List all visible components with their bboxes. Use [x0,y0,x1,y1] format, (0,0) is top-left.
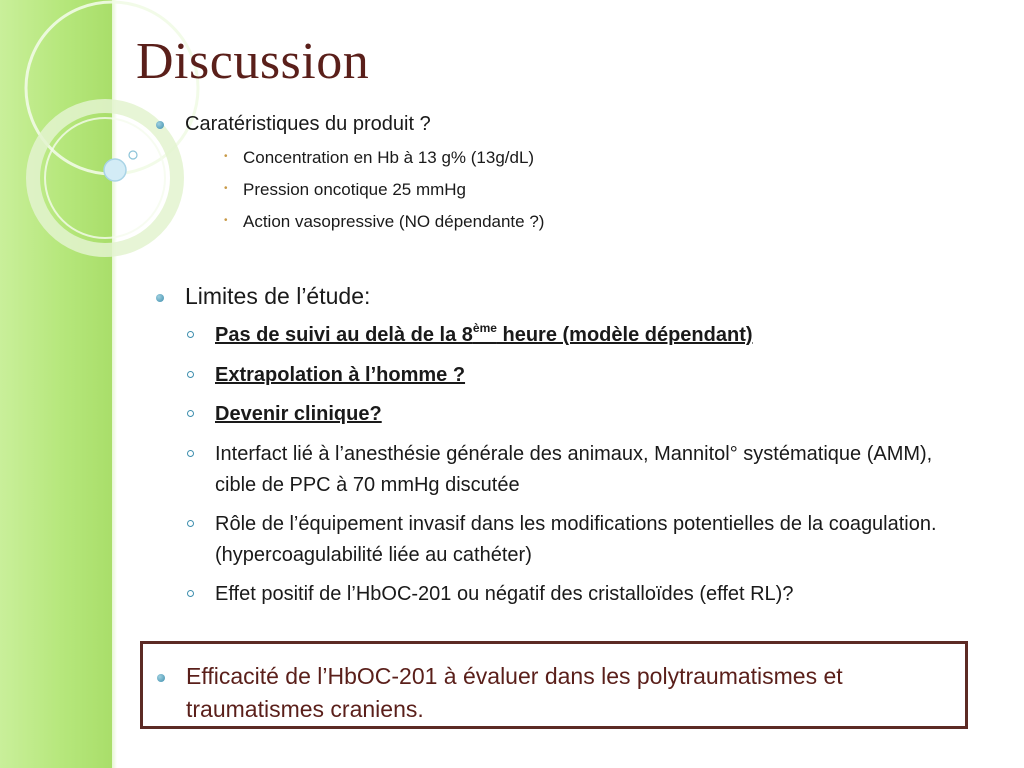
ring-bullet-icon [187,371,194,378]
limit-item-extrapolation: Extrapolation à l’homme ? [215,364,466,386]
limits-heading: Limites de l’étude: [185,283,371,309]
limit-item-clinical: Devenir clinique? [215,403,382,425]
ring-bullet-icon [187,590,194,597]
small-bullet-icon: • [224,151,228,162]
characteristics-heading: Caratéristiques du produit ? [185,113,431,135]
bullet-icon [156,121,164,129]
superscript: ème [472,321,497,335]
ring-bullet-icon [187,450,194,457]
characteristic-item: Pression oncotique 25 mmHg [243,180,467,199]
characteristic-item: Action vasopressive (NO dépendante ?) [243,212,545,231]
slide-title: Discussion [136,33,370,90]
ring-bullet-icon [187,331,194,338]
characteristic-item: Concentration en Hb à 13 g% (13g/dL) [243,148,535,167]
limit-item-effect: Effet positif de l’HbOC-201 ou négatif des cristalloïdes (effet RL)? [215,583,794,605]
conclusion-box [140,641,968,729]
limit-item-interfact: Interfact lié à l’anesthésie générale des animaux, Mannitol° systématique (AMM), cible de PPC à 70 mmHg discutée [215,443,933,496]
limit-item-equipment: Rôle de l’équipement invasif dans les modifications potentielles de la coagulation. (hypercoagulabilité liée au cathéter) [215,513,937,566]
limit-item-text: Pas de suivi au delà de la 8 [215,324,473,346]
bullet-icon [157,674,165,682]
limit-item-followup [215,320,975,351]
limit-item-text: heure (modèle dépendant) [496,324,753,346]
small-bullet-icon: • [224,183,228,194]
small-bullet-icon: • [224,215,228,226]
ring-bullet-icon [187,410,194,417]
bullet-icon [156,294,164,302]
ring-bullet-icon [187,520,194,527]
conclusion-text: Efficacité de l’HbOC-201 à évaluer dans les polytraumatismes et traumatismes craniens. [186,663,843,722]
